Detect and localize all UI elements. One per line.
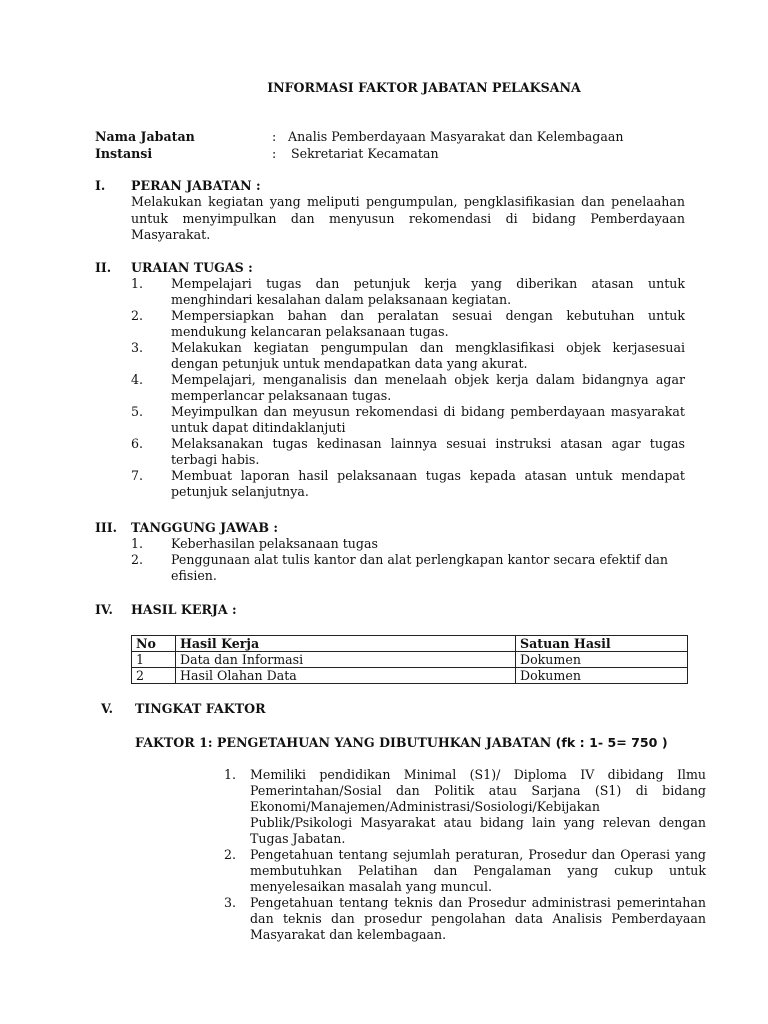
tanggung-jawab-list — [131, 536, 685, 584]
table-cell: 2 — [132, 668, 176, 684]
item-text: Mempelajari, menganalisis dan menelaah objek kerja dalam bidangnya agar memperlancar pelaksanaan tugas. — [171, 372, 685, 403]
list-item — [131, 308, 685, 340]
item-text: Membuat laporan hasil pelaksanaan tugas kepada atasan untuk mendapat petunjuk selanjutnya. — [171, 468, 685, 499]
section-2-number: II. — [95, 260, 112, 275]
faktor-1-value: (fk : 1- 5= 750 ) — [555, 735, 668, 750]
list-item — [224, 767, 706, 847]
section-1-heading: PERAN JABATAN : — [131, 178, 261, 193]
table-cell: 1 — [132, 652, 176, 668]
item-number: 1. — [224, 767, 237, 782]
item-text: Keberhasilan pelaksanaan tugas — [171, 536, 378, 551]
nama-jabatan-label: Nama Jabatan — [95, 129, 195, 144]
item-number: 5. — [131, 404, 144, 419]
list-item — [131, 340, 685, 372]
list-item — [131, 536, 685, 552]
section-4-heading: HASIL KERJA : — [131, 602, 237, 617]
list-item — [131, 372, 685, 404]
faktor-1-heading — [135, 735, 668, 751]
item-number: 2. — [224, 847, 237, 862]
item-number: 3. — [224, 895, 237, 910]
list-item — [224, 895, 706, 943]
item-text: Pengetahuan tentang sejumlah peraturan, Prosedur dan Operasi yang membutuhkan Pelatihan dan Pengalaman yang cukup untuk menyelesaikan masalah yang muncul. — [250, 847, 706, 894]
item-number: 6. — [131, 436, 144, 451]
instansi-value: Sekretariat Kecamatan — [291, 146, 439, 161]
faktor-1-list — [224, 767, 706, 943]
table-header-row — [132, 636, 688, 652]
section-3-number: III. — [95, 520, 118, 535]
item-text: Meyimpulkan dan meyusun rekomendasi di bidang pemberdayaan masyarakat untuk dapat ditindaklanjuti — [171, 404, 685, 435]
table-cell: Dokumen — [516, 652, 688, 668]
nama-jabatan-separator: : — [272, 129, 277, 144]
item-text: Penggunaan alat tulis kantor dan alat perlengkapan kantor secara efektif dan efisien. — [171, 552, 669, 583]
list-item — [131, 436, 685, 468]
item-text: Melakukan kegiatan pengumpulan dan mengklasifikasi objek kerjasesuai dengan petunjuk untuk mendapatkan data yang akurat. — [171, 340, 685, 371]
item-text: Memiliki pendidikan Minimal (S1)/ Diploma IV dibidang Ilmu Pemerintahan/Sosial dan Politik atau Sarjana (S1) di bidang Ekonomi/Manajemen/Administrasi/Sosiologi/Kebijakan Publik/Psikologi Masyarakat atau bidang lain yang relevan dengan Tugas Jabatan. — [250, 767, 706, 846]
table-row — [132, 668, 688, 684]
item-number: 4. — [131, 372, 144, 387]
list-item — [131, 276, 685, 308]
list-item — [131, 404, 685, 436]
section-3-heading: TANGGUNG JAWAB : — [131, 520, 278, 535]
item-text: Pengetahuan tentang teknis dan Prosedur administrasi pemerintahan dan teknis dan prosedur pengolahan data Analisis Pemberdayaan Masyarakat dan kelembagaan. — [250, 895, 706, 942]
item-text: Mempersiapkan bahan dan peralatan sesuai dengan kebutuhan untuk mendukung kelancaran pelaksanaan tugas. — [171, 308, 685, 339]
item-number: 7. — [131, 468, 144, 483]
section-4-number: IV. — [95, 602, 113, 617]
item-number: 2. — [131, 308, 144, 323]
section-2-heading: URAIAN TUGAS : — [131, 260, 253, 275]
list-item — [131, 468, 685, 500]
table-cell: Hasil Olahan Data — [176, 668, 516, 684]
instansi-separator: : — [272, 146, 277, 161]
item-number: 1. — [131, 536, 144, 551]
item-number: 2. — [131, 552, 144, 567]
table-cell: Data dan Informasi — [176, 652, 516, 668]
table-cell: Dokumen — [516, 668, 688, 684]
column-header-hasil-kerja: Hasil Kerja — [176, 636, 516, 652]
document-title: INFORMASI FAKTOR JABATAN PELAKSANA — [267, 80, 581, 95]
uraian-tugas-list — [131, 276, 685, 500]
section-1-number: I. — [95, 178, 106, 193]
item-text: Mempelajari tugas dan petunjuk kerja yang diberikan atasan untuk menghindari kesalahan dalam pelaksanaan kegiatan. — [171, 276, 685, 307]
column-header-satuan-hasil: Satuan Hasil — [516, 636, 688, 652]
section-1-text: Melakukan kegiatan yang meliputi pengumpulan, pengklasifikasian dan penelaahan untuk menyimpulkan dan menyusun rekomendasi di bidang Pemberdayaan Masyarakat. — [131, 194, 685, 242]
table-row — [132, 652, 688, 668]
section-5-number: V. — [101, 701, 113, 716]
column-header-no: No — [132, 636, 176, 652]
nama-jabatan-value: Analis Pemberdayaan Masyarakat dan Kelembagaan — [288, 129, 624, 144]
list-item — [224, 847, 706, 895]
item-number: 1. — [131, 276, 144, 291]
list-item — [131, 552, 685, 584]
section-5-heading: TINGKAT FAKTOR — [135, 701, 266, 716]
item-text: Melaksanakan tugas kedinasan lainnya sesuai instruksi atasan agar tugas terbagi habis. — [171, 436, 685, 467]
instansi-label: Instansi — [95, 146, 153, 161]
faktor-1-title: FAKTOR 1: PENGETAHUAN YANG DIBUTUHKAN JABATAN — [135, 735, 552, 750]
hasil-kerja-table — [131, 635, 688, 684]
item-number: 3. — [131, 340, 144, 355]
